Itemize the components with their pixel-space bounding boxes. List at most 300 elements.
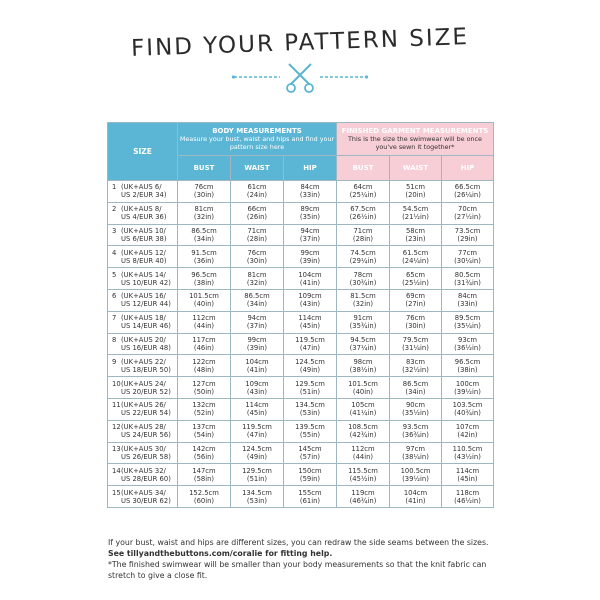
table-row (108, 377, 494, 399)
measurement-cm: 81.5cm (350, 292, 376, 301)
body-bust-cell (178, 377, 231, 399)
body-bust-cell (178, 202, 231, 224)
measurement-cm: 86.5cm (244, 292, 270, 301)
body-hip-cell (284, 420, 337, 442)
measurement-cm: 94cm (300, 226, 320, 235)
measurement-cm: 81cm (247, 270, 267, 279)
size-label-cell (108, 246, 178, 268)
size-header: SIZE (108, 123, 178, 181)
body-waist-cell (231, 181, 284, 203)
measurement-cm: 100cm (455, 379, 480, 388)
measurement-cm: 93cm (458, 335, 478, 344)
finished-hip-cell (442, 268, 494, 290)
measurement-cm: 89cm (300, 205, 320, 214)
finished-waist-cell (390, 181, 442, 203)
body-bust-cell (178, 355, 231, 377)
measurement-cm: 67.5cm (350, 205, 376, 214)
measurement-cm: 71cm (247, 226, 267, 235)
measurement-cm: 61.5cm (402, 248, 429, 257)
body-waist-cell (231, 311, 284, 333)
measurement-cm: 86.5cm (191, 226, 217, 235)
fitting-note (108, 537, 498, 559)
body-bust-cell (178, 486, 231, 508)
finished-waist-cell (390, 311, 442, 333)
measurement-in: (39½in) (454, 387, 481, 396)
measurement-in: (28in) (246, 234, 268, 243)
measurement-in: (25¼in) (349, 191, 377, 200)
measurement-in: (33in) (299, 191, 321, 200)
size-label-line: (UK+AUS 18/ (121, 314, 166, 323)
size-label-line: (UK+AUS 12/ (121, 248, 166, 257)
finished-bust-cell (337, 246, 390, 268)
finished-bust-cell (337, 355, 390, 377)
size-label-line: (UK+AUS 26/ (121, 401, 166, 410)
measurement-in: (26½in) (349, 213, 377, 222)
measurement-cm: 91.5cm (191, 248, 217, 257)
measurement-in: (39in) (299, 256, 321, 265)
measurement-in: (56in) (193, 452, 215, 461)
finished-waist-cell (390, 486, 442, 508)
measurement-cm: 109cm (298, 292, 322, 301)
measurement-cm: 101.5cm (189, 292, 219, 301)
measurement-in: (49in) (246, 452, 268, 461)
table-row (108, 289, 494, 311)
measurement-cm: 134.5cm (295, 401, 325, 410)
size-label-cell (108, 377, 178, 399)
size-number: 3 (112, 226, 117, 235)
body-waist-header: WAIST (231, 156, 284, 181)
measurement-in: (45in) (457, 474, 478, 483)
table-row (108, 464, 494, 486)
size-number: 5 (112, 270, 117, 279)
body-bust-cell (178, 464, 231, 486)
finished-bust-cell (337, 311, 390, 333)
size-label-line: (UK+AUS 16/ (121, 292, 166, 301)
measurement-in: (36in) (193, 256, 215, 265)
fitting-help-link[interactable]: See tillyandthebuttons.com/coralie for fitting help. (108, 549, 333, 558)
measurement-cm: 58cm (405, 226, 425, 235)
measurement-cm: 104cm (298, 270, 322, 279)
measurement-in: (40in) (193, 300, 215, 309)
measurement-in: (38½in) (349, 365, 377, 374)
size-label-line: US 18/EUR 50) (121, 365, 171, 374)
size-chart (107, 122, 493, 534)
finished-waist-cell (390, 464, 442, 486)
measurement-cm: 69cm (405, 292, 425, 301)
footnote (108, 537, 498, 581)
size-label-line: (UK+AUS 14/ (121, 270, 166, 279)
table-row (108, 420, 494, 442)
size-label-line: US 20/EUR 52) (121, 387, 171, 396)
body-measurements-subtitle: Measure your bust, waist and hips and find your pattern size here (179, 135, 335, 151)
size-number: 6 (112, 292, 117, 301)
measurement-cm: 84cm (458, 292, 478, 301)
size-label (121, 205, 167, 221)
measurement-in: (23in) (405, 234, 426, 243)
size-label-line: (UK+AUS 30/ (121, 444, 166, 453)
finished-hip-cell (442, 202, 494, 224)
body-hip-cell (284, 202, 337, 224)
measurement-in: (29in) (457, 234, 478, 243)
measurement-cm: 64cm (353, 183, 373, 192)
measurement-in: (29¼in) (349, 256, 377, 265)
measurement-cm: 114cm (245, 401, 269, 410)
body-bust-cell (178, 420, 231, 442)
finished-bust-cell (337, 486, 390, 508)
measurement-in: (38¼in) (402, 452, 429, 461)
measurement-cm: 139.5cm (295, 423, 325, 432)
body-bust-cell (178, 333, 231, 355)
measurement-in: (32in) (352, 300, 374, 309)
size-number: 1 (112, 183, 117, 192)
measurement-in: (35½in) (402, 409, 429, 418)
measurement-in: (38in) (457, 365, 478, 374)
measurement-in: (34in) (193, 234, 215, 243)
measurement-in: (51in) (299, 387, 321, 396)
size-label-cell (108, 268, 178, 290)
body-bust-cell (178, 311, 231, 333)
measurement-cm: 61cm (247, 183, 267, 192)
finished-bust-cell (337, 202, 390, 224)
measurement-in: (32in) (246, 278, 268, 287)
size-label-line: US 26/EUR 58) (121, 452, 171, 461)
measurement-cm: 78cm (353, 270, 373, 279)
table-row (108, 333, 494, 355)
finished-waist-cell (390, 224, 442, 246)
size-label (121, 249, 167, 265)
measurement-in: (58in) (193, 474, 215, 483)
measurement-cm: 122cm (192, 357, 216, 366)
measurement-in: (32in) (193, 213, 215, 222)
measurement-cm: 70cm (458, 205, 478, 214)
finished-hip-cell (442, 224, 494, 246)
measurement-cm: 119cm (351, 488, 375, 497)
body-bust-cell (178, 442, 231, 464)
measurement-cm: 76cm (194, 183, 214, 192)
body-bust-cell (178, 268, 231, 290)
measurement-in: (52in) (193, 409, 215, 418)
finished-waist-cell (390, 355, 442, 377)
finished-hip-header: HIP (442, 156, 494, 181)
measurement-in: (30in) (246, 256, 268, 265)
finished-waist-cell (390, 420, 442, 442)
size-label-line: US 30/EUR 62) (121, 496, 171, 505)
finished-measurements-title: FINISHED GARMENT MEASUREMENTS (341, 127, 489, 135)
finished-waist-cell (390, 268, 442, 290)
measurement-in: (31¾in) (454, 278, 481, 287)
measurement-cm: 115.5cm (348, 466, 378, 475)
body-hip-cell (284, 224, 337, 246)
size-number: 12 (112, 423, 121, 432)
body-hip-cell (284, 289, 337, 311)
measurement-cm: 90cm (405, 401, 425, 410)
measurement-cm: 107cm (455, 423, 480, 432)
measurement-in: (53in) (246, 496, 268, 505)
measurement-cm: 80.5cm (454, 270, 481, 279)
measurement-in: (31¼in) (402, 343, 429, 352)
size-label-cell (108, 289, 178, 311)
measurement-cm: 51cm (405, 183, 425, 192)
measurement-in: (41in) (299, 278, 321, 287)
table-row (108, 224, 494, 246)
size-label-cell (108, 442, 178, 464)
body-waist-cell (231, 442, 284, 464)
measurement-in: (41in) (405, 496, 426, 505)
measurement-in: (46in) (193, 343, 215, 352)
measurement-cm: 127cm (192, 379, 216, 388)
measurement-cm: 124.5cm (295, 357, 325, 366)
size-label-line: (UK+AUS 10/ (121, 226, 166, 235)
finished-waist-cell (390, 333, 442, 355)
measurement-in: (53in) (299, 409, 321, 418)
measurement-cm: 97cm (405, 444, 425, 453)
finished-bust-cell (337, 289, 390, 311)
body-measurements-header (178, 123, 337, 156)
measurement-cm: 73.5cm (454, 226, 481, 235)
finished-bust-cell (337, 442, 390, 464)
body-bust-cell (178, 289, 231, 311)
measurement-in: (51in) (246, 474, 268, 483)
measurement-cm: 74.5cm (350, 248, 376, 257)
body-bust-cell (178, 181, 231, 203)
measurement-in: (45in) (246, 409, 268, 418)
size-label-line: (UK+AUS 20/ (121, 335, 166, 344)
size-label-line: US 12/EUR 44) (121, 300, 171, 309)
size-label-cell (108, 355, 178, 377)
body-hip-cell (284, 442, 337, 464)
body-waist-cell (231, 202, 284, 224)
finished-measurements-header (337, 123, 494, 156)
measurement-in: (30in) (193, 191, 215, 200)
size-number: 7 (112, 314, 117, 323)
body-hip-cell (284, 181, 337, 203)
measurement-in: (21½in) (402, 213, 429, 222)
size-label-cell (108, 464, 178, 486)
size-label (121, 489, 171, 505)
measurement-in: (26in) (246, 213, 268, 222)
measurement-cm: 54.5cm (402, 205, 429, 214)
body-hip-cell (284, 246, 337, 268)
finished-bust-header: BUST (337, 156, 390, 181)
finished-bust-cell (337, 268, 390, 290)
finished-hip-cell (442, 377, 494, 399)
measurement-in: (35¼in) (454, 322, 481, 331)
measurement-in: (24¼in) (402, 256, 429, 265)
measurement-in: (27in) (405, 300, 426, 309)
measurement-in: (30¼in) (454, 256, 481, 265)
size-label-line: (UK+AUS 6/ (121, 183, 162, 192)
size-label-line: US 8/EUR 40) (121, 256, 167, 265)
finished-measurements-subtitle: This is the size the swimwear will be once you've sewn it together* (348, 135, 482, 151)
table-row (108, 311, 494, 333)
measurement-cm: 129.5cm (242, 466, 272, 475)
measurement-cm: 94.5cm (350, 335, 376, 344)
body-hip-cell (284, 377, 337, 399)
size-number: 4 (112, 248, 117, 257)
measurement-cm: 83cm (405, 357, 425, 366)
measurement-in: (27½in) (454, 213, 481, 222)
finished-hip-cell (442, 181, 494, 203)
body-hip-cell (284, 268, 337, 290)
measurement-in: (36¾in) (402, 431, 429, 440)
size-label-cell (108, 398, 178, 420)
measurement-cm: 76cm (247, 248, 267, 257)
size-number: 15 (112, 488, 121, 497)
measurement-in: (40¾in) (454, 409, 481, 418)
measurement-cm: 147cm (192, 466, 216, 475)
measurement-in: (44in) (352, 452, 374, 461)
table-row (108, 246, 494, 268)
measurement-cm: 150cm (298, 466, 322, 475)
measurement-in: (54in) (193, 431, 215, 440)
finished-waist-header: WAIST (390, 156, 442, 181)
body-waist-cell (231, 246, 284, 268)
measurement-cm: 96.5cm (454, 357, 481, 366)
measurement-in: (55in) (299, 431, 321, 440)
measurement-in: (30¾in) (349, 278, 377, 287)
size-label (121, 336, 171, 352)
size-label (121, 314, 171, 330)
finished-hip-cell (442, 464, 494, 486)
body-waist-cell (231, 355, 284, 377)
finished-bust-cell (337, 181, 390, 203)
size-number: 14 (112, 466, 121, 475)
body-hip-cell (284, 398, 337, 420)
size-label (121, 183, 167, 199)
body-hip-cell (284, 355, 337, 377)
measurement-in: (49in) (299, 365, 321, 374)
size-label-cell (108, 420, 178, 442)
body-waist-cell (231, 486, 284, 508)
measurement-in: (34in) (246, 300, 268, 309)
measurement-in: (43in) (299, 300, 321, 309)
size-label-line: US 2/EUR 34) (121, 191, 167, 200)
table-row (108, 181, 494, 203)
measurement-in: (57in) (299, 452, 321, 461)
size-label (121, 445, 171, 461)
measurement-in: (37in) (246, 322, 268, 331)
measurement-cm: 79.5cm (402, 335, 429, 344)
measurement-cm: 137cm (192, 423, 216, 432)
measurement-in: (24in) (246, 191, 268, 200)
table-row (108, 202, 494, 224)
finished-garment-note: *The finished swimwear will be smaller than your body measurements so that the knit fabric can stretch to give a close fit. (108, 560, 487, 580)
measurement-in: (48in) (193, 365, 215, 374)
size-number: 8 (112, 335, 117, 344)
size-label-line: US 14/EUR 46) (121, 322, 171, 331)
measurement-in: (46¾in) (349, 496, 377, 505)
measurement-cm: 117cm (192, 335, 216, 344)
measurement-cm: 155cm (298, 488, 322, 497)
measurement-cm: 93.5cm (402, 423, 429, 432)
size-label-line: US 28/EUR 60) (121, 474, 171, 483)
measurement-in: (37¼in) (349, 343, 377, 352)
body-waist-cell (231, 289, 284, 311)
measurement-in: (25½in) (402, 278, 429, 287)
size-label-line: US 10/EUR 42) (121, 278, 171, 287)
finished-hip-cell (442, 311, 494, 333)
measurement-in: (47in) (246, 431, 268, 440)
measurement-cm: 86.5cm (402, 379, 429, 388)
measurement-in: (40in) (352, 387, 374, 396)
size-label (121, 401, 171, 417)
size-number: 2 (112, 205, 117, 214)
finished-waist-cell (390, 246, 442, 268)
size-label-line: (UK+AUS 24/ (121, 379, 166, 388)
measurement-in: (41¼in) (349, 409, 377, 418)
body-waist-cell (231, 333, 284, 355)
measurement-cm: 81cm (194, 205, 214, 214)
size-number: 9 (112, 357, 117, 366)
body-hip-cell (284, 333, 337, 355)
measurement-in: (34in) (405, 387, 426, 396)
finished-waist-cell (390, 289, 442, 311)
finished-bust-cell (337, 398, 390, 420)
measurement-cm: 104cm (245, 357, 269, 366)
measurement-in: (30in) (405, 322, 426, 331)
measurement-cm: 109cm (245, 379, 269, 388)
measurement-in: (46½in) (454, 496, 481, 505)
measurement-in: (35in) (299, 213, 321, 222)
size-label-cell (108, 202, 178, 224)
measurement-in: (42in) (457, 431, 478, 440)
size-number: 11 (112, 401, 121, 410)
body-waist-cell (231, 268, 284, 290)
finished-hip-cell (442, 420, 494, 442)
finished-hip-cell (442, 246, 494, 268)
body-waist-cell (231, 398, 284, 420)
size-label (121, 358, 171, 374)
body-bust-header: BUST (178, 156, 231, 181)
body-hip-cell (284, 464, 337, 486)
measurement-cm: 103.5cm (452, 401, 483, 410)
size-label (121, 467, 171, 483)
size-label-cell (108, 486, 178, 508)
measurement-cm: 110.5cm (452, 444, 483, 453)
finished-hip-cell (442, 398, 494, 420)
body-waist-cell (231, 464, 284, 486)
measurement-in: (44in) (193, 322, 215, 331)
size-label-line: US 24/EUR 56) (121, 431, 171, 440)
body-waist-cell (231, 224, 284, 246)
measurement-in: (37in) (299, 234, 321, 243)
measurement-cm: 66.5cm (454, 183, 481, 192)
measurement-in: (32½in) (402, 365, 429, 374)
measurement-cm: 145cm (298, 444, 322, 453)
finished-hip-cell (442, 486, 494, 508)
table-row (108, 442, 494, 464)
scissors-icon (232, 60, 368, 94)
measurement-cm: 124.5cm (242, 444, 272, 453)
measurement-cm: 77cm (458, 248, 478, 257)
size-label-line: (UK+AUS 32/ (121, 466, 166, 475)
measurement-cm: 114cm (455, 466, 480, 475)
measurement-in: (47in) (299, 343, 321, 352)
measurement-in: (33in) (457, 300, 478, 309)
measurement-cm: 91cm (353, 314, 373, 323)
size-label-cell (108, 311, 178, 333)
measurement-in: (61in) (299, 496, 321, 505)
finished-bust-cell (337, 420, 390, 442)
measurement-cm: 65cm (405, 270, 425, 279)
size-label-cell (108, 333, 178, 355)
measurement-cm: 119.5cm (295, 335, 325, 344)
body-hip-cell (284, 486, 337, 508)
size-label (121, 227, 167, 243)
measurement-cm: 94cm (247, 314, 267, 323)
size-number: 10 (112, 379, 121, 388)
page-title: FIND YOUR PATTERN SIZE (130, 24, 470, 62)
